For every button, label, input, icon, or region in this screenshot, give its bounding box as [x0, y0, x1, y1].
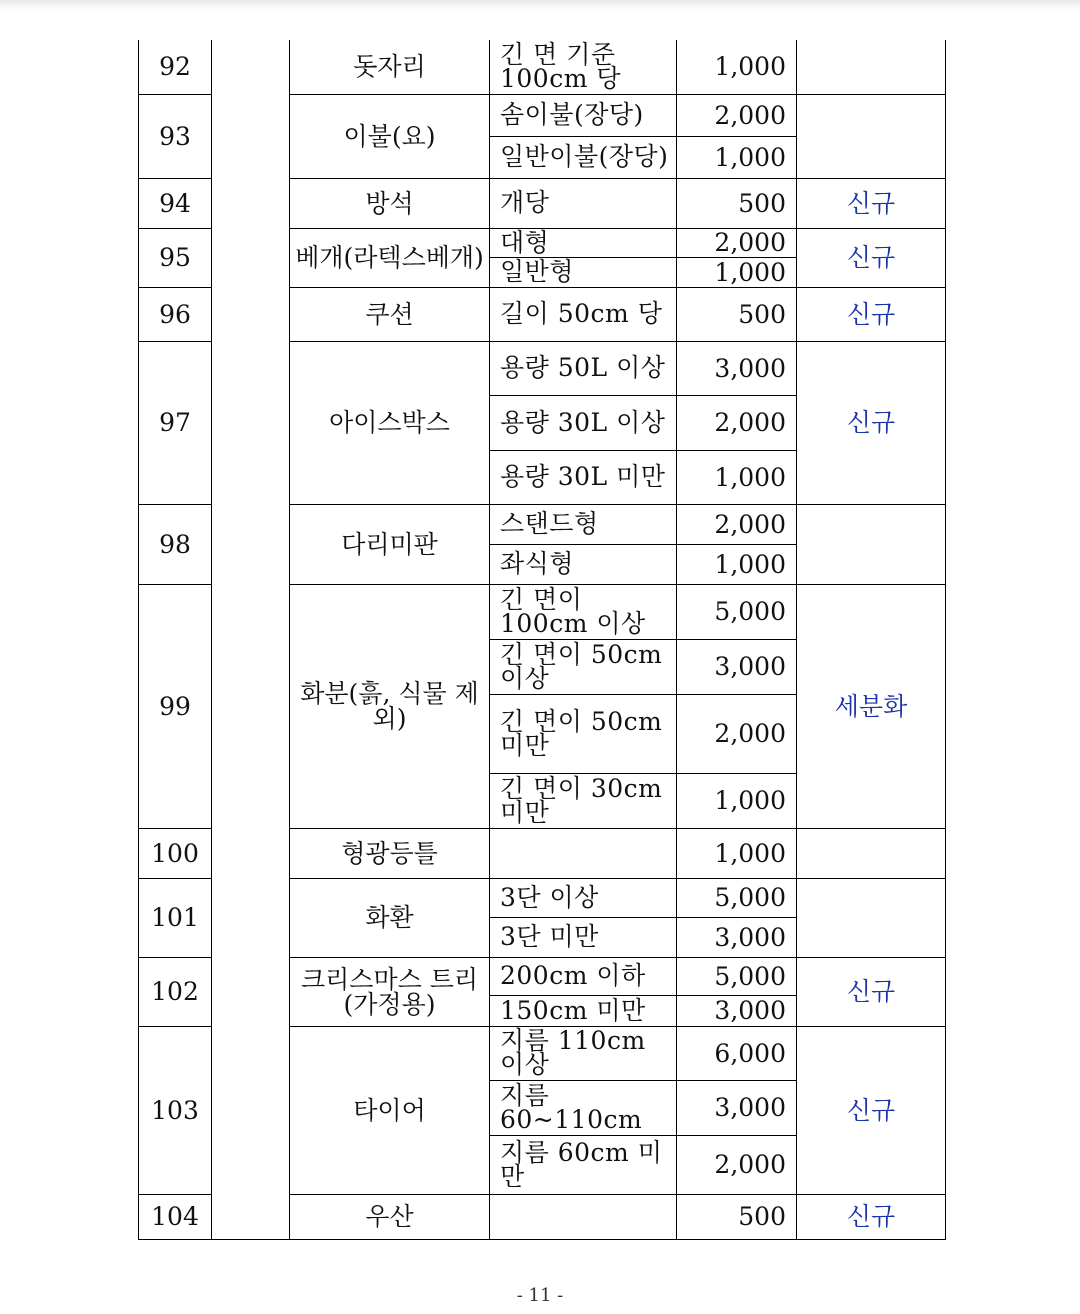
standard-cell: 용량 30L 미만: [490, 450, 677, 504]
standard-cell: 용량 50L 이상: [490, 341, 677, 395]
fee-cell: 3,000: [677, 639, 797, 694]
standard-cell: [490, 828, 677, 878]
standard-cell: 솜이불(장당): [490, 94, 677, 136]
note-cell: 신규: [797, 228, 946, 287]
item-name: 방석: [290, 178, 490, 228]
fee-cell: 2,000: [677, 694, 797, 773]
standard-cell: [490, 1194, 677, 1239]
standard-cell: 대형: [490, 228, 677, 257]
row-number: 102: [139, 957, 212, 1026]
note-cell: 세분화: [797, 584, 946, 828]
fee-cell: 5,000: [677, 584, 797, 639]
fee-cell: 1,000: [677, 773, 797, 828]
fee-cell: 2,000: [677, 94, 797, 136]
top-shadow: [0, 0, 1080, 10]
standard-cell: 3단 미만: [490, 917, 677, 957]
fee-cell: 1,000: [677, 544, 797, 584]
standard-cell: 긴 면이 50cm 미만: [490, 694, 677, 773]
category-cell: [212, 40, 290, 1239]
item-name: 화분(흙, 식물 제외): [290, 584, 490, 828]
standard-cell: 지름 60~110cm: [490, 1080, 677, 1135]
table-row: [139, 40, 946, 94]
item-name: 우산: [290, 1194, 490, 1239]
note-cell: 신규: [797, 957, 946, 1026]
standard-cell: 긴 면이 30cm 미만: [490, 773, 677, 828]
fee-cell: 1,000: [677, 257, 797, 287]
fee-cell: 2,000: [677, 395, 797, 450]
standard-cell: 일반형: [490, 257, 677, 287]
item-name: 아이스박스: [290, 341, 490, 504]
fee-cell: 2,000: [677, 1135, 797, 1194]
note-cell: 신규: [797, 1026, 946, 1194]
note-cell: [797, 828, 946, 878]
standard-cell: 긴 면 기준 100cm 당: [490, 40, 677, 94]
standard-cell: 긴 면이 100cm 이상: [490, 584, 677, 639]
fee-cell: 3,000: [677, 995, 797, 1026]
item-name: 형광등틀: [290, 828, 490, 878]
fee-cell: 5,000: [677, 878, 797, 917]
fee-cell: 1,000: [677, 136, 797, 178]
note-cell: 신규: [797, 1194, 946, 1239]
standard-cell: 용량 30L 이상: [490, 395, 677, 450]
fee-cell: 500: [677, 178, 797, 228]
row-number: 100: [139, 828, 212, 878]
row-number: 101: [139, 878, 212, 957]
item-name: 베개(라텍스베개): [290, 228, 490, 287]
fee-table-body: [139, 40, 946, 1239]
note-cell: [797, 878, 946, 957]
standard-cell: 200cm 이하: [490, 957, 677, 995]
note-cell: [797, 40, 946, 94]
item-name: 화환: [290, 878, 490, 957]
standard-cell: 긴 면이 50cm 이상: [490, 639, 677, 694]
standard-cell: 일반이불(장당): [490, 136, 677, 178]
fee-cell: 2,000: [677, 504, 797, 544]
standard-cell: 지름 60cm 미만: [490, 1135, 677, 1194]
row-number: 97: [139, 341, 212, 504]
fee-cell: 500: [677, 1194, 797, 1239]
fee-table: [138, 40, 946, 1240]
row-number: 94: [139, 178, 212, 228]
fee-cell: 5,000: [677, 957, 797, 995]
page-number: - 11 -: [516, 1285, 564, 1306]
item-name: 다리미판: [290, 504, 490, 584]
note-cell: 신규: [797, 178, 946, 228]
item-name: 이불(요): [290, 94, 490, 178]
fee-cell: 1,000: [677, 450, 797, 504]
fee-cell: 3,000: [677, 917, 797, 957]
fee-cell: 3,000: [677, 1080, 797, 1135]
fee-cell: 1,000: [677, 828, 797, 878]
fee-cell: 1,000: [677, 40, 797, 94]
row-number: 96: [139, 287, 212, 341]
standard-cell: 좌식형: [490, 544, 677, 584]
item-name: 쿠션: [290, 287, 490, 341]
note-cell: 신규: [797, 287, 946, 341]
note-cell: 신규: [797, 341, 946, 504]
row-number: 92: [139, 40, 212, 94]
item-name: 크리스마스 트리(가정용): [290, 957, 490, 1026]
fee-cell: 3,000: [677, 341, 797, 395]
item-name: 타이어: [290, 1026, 490, 1194]
row-number: 103: [139, 1026, 212, 1194]
standard-cell: 개당: [490, 178, 677, 228]
row-number: 99: [139, 584, 212, 828]
note-cell: [797, 504, 946, 584]
item-name: 돗자리: [290, 40, 490, 94]
standard-cell: 지름 110cm 이상: [490, 1026, 677, 1080]
standard-cell: 3단 이상: [490, 878, 677, 917]
row-number: 104: [139, 1194, 212, 1239]
fee-cell: 2,000: [677, 228, 797, 257]
row-number: 95: [139, 228, 212, 287]
fee-cell: 500: [677, 287, 797, 341]
standard-cell: 길이 50cm 당: [490, 287, 677, 341]
fee-cell: 6,000: [677, 1026, 797, 1080]
row-number: 93: [139, 94, 212, 178]
standard-cell: 스탠드형: [490, 504, 677, 544]
note-cell: [797, 94, 946, 178]
standard-cell: 150cm 미만: [490, 995, 677, 1026]
row-number: 98: [139, 504, 212, 584]
